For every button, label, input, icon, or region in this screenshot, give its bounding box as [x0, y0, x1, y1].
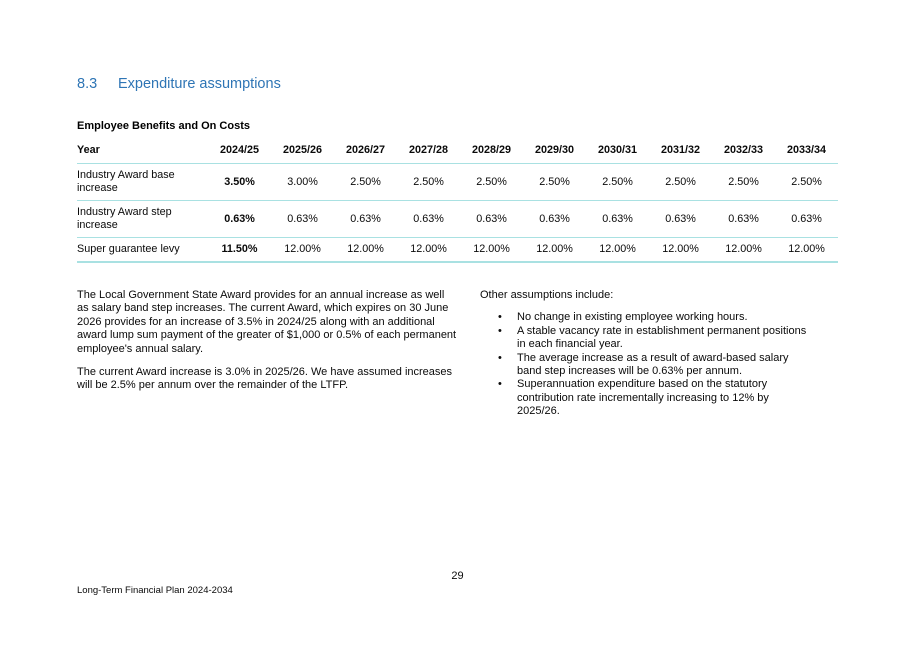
footer-doc-title: Long-Term Financial Plan 2024-2034	[77, 585, 233, 596]
value-cell: 0.63%	[602, 212, 633, 225]
value-cell: 2.50%	[413, 175, 444, 188]
right-text-column	[480, 289, 832, 419]
list-item	[480, 352, 832, 379]
left-text-column	[77, 289, 458, 419]
value-cell: 2.50%	[728, 175, 759, 188]
bullet-text: No change in existing employee working hours.	[517, 311, 748, 324]
value-cell: 0.63%	[350, 212, 381, 225]
value-cell: 0.63%	[476, 212, 507, 225]
section-number: 8.3	[77, 76, 98, 92]
table-row	[77, 201, 838, 238]
value-cell: 0.63%	[728, 212, 759, 225]
table-title: Employee Benefits and On Costs	[77, 120, 250, 132]
header-cell-2026-27: 2026/27	[345, 144, 386, 156]
value-cell: 2.50%	[350, 175, 381, 188]
value-cell: 2.50%	[476, 175, 507, 188]
list-item	[480, 325, 832, 352]
paragraph: The Local Government State Award provides for an annual increase as well as salary band step increases. The current Award, which expires on 30 June 2026 provides for an increase of 3.5% in 2024/25 along with an additional award lump sum payment of the greater of $1,000 or 0.5% of each permanent employee's annual salary.	[77, 289, 457, 355]
value-cell: 0.63%	[224, 212, 255, 225]
value-cell: 3.00%	[287, 175, 318, 188]
bullet-text: A stable vacancy rate in establishment permanent positions in each financial year.	[517, 324, 807, 351]
bullet-marker: •	[498, 378, 502, 391]
header-cell-2033-34: 2033/34	[786, 144, 827, 156]
value-cell: 2.50%	[539, 175, 570, 188]
other-assumptions-intro: Other assumptions include:	[480, 289, 614, 301]
value-cell: 0.63%	[413, 212, 444, 225]
list-item	[480, 378, 832, 418]
bullet-text: The average increase as a result of award-based salary band step increases will be 0.63% per annum.	[517, 351, 789, 378]
value-cell: 12.00%	[410, 243, 447, 255]
value-cell: 0.63%	[539, 212, 570, 225]
value-cell: 2.50%	[602, 175, 633, 188]
table-row	[77, 238, 838, 263]
bullet-marker: •	[498, 311, 502, 324]
section-heading	[77, 76, 838, 93]
value-cell: 2.50%	[791, 175, 822, 188]
header-cell-2024-25: 2024/25	[219, 144, 260, 156]
header-cell-2031-32: 2031/32	[660, 144, 701, 156]
section-title: Expenditure assumptions	[118, 76, 281, 92]
header-cell-2030-31: 2030/31	[597, 144, 638, 156]
value-cell: 0.63%	[665, 212, 696, 225]
header-cell-2027-28: 2027/28	[408, 144, 449, 156]
table-body	[77, 164, 838, 263]
bullet-marker: •	[498, 324, 502, 337]
value-cell: 12.00%	[788, 243, 825, 255]
table-header-row	[77, 142, 838, 164]
value-cell: 12.00%	[284, 243, 321, 255]
header-cell-2028-29: 2028/29	[471, 144, 512, 156]
value-cell: 12.00%	[599, 243, 636, 255]
paragraph: The current Award increase is 3.0% in 2025/26. We have assumed increases will be 2.5% per annum over the remainder of the LTFP.	[77, 366, 453, 392]
value-cell: 11.50%	[221, 243, 258, 255]
value-cell: 12.00%	[347, 243, 384, 255]
bullet-text: Superannuation expenditure based on the statutory contribution rate incrementally increasing to 12% by 2025/26.	[517, 378, 769, 418]
body-columns	[77, 289, 838, 419]
list-item	[480, 311, 832, 324]
value-cell: 0.63%	[791, 212, 822, 225]
row-label: Industry Award base increase	[77, 169, 175, 194]
assumptions-bullet-list	[480, 311, 832, 418]
value-cell: 12.00%	[662, 243, 699, 255]
value-cell: 0.63%	[287, 212, 318, 225]
page-number: 29	[451, 570, 464, 582]
bullet-marker: •	[498, 351, 502, 364]
header-cell-2032-33: 2032/33	[723, 144, 764, 156]
value-cell: 12.00%	[536, 243, 573, 255]
assumptions-table	[77, 142, 838, 263]
value-cell: 3.50%	[224, 175, 255, 188]
table-row	[77, 164, 838, 201]
year-column-header: Year	[77, 144, 100, 156]
row-label: Super guarantee levy	[77, 243, 180, 255]
header-cell-2025-26: 2025/26	[282, 144, 323, 156]
row-label: Industry Award step increase	[77, 206, 172, 231]
value-cell: 2.50%	[665, 175, 696, 188]
header-cell-2029-30: 2029/30	[534, 144, 575, 156]
value-cell: 12.00%	[473, 243, 510, 255]
value-cell: 12.00%	[725, 243, 762, 255]
